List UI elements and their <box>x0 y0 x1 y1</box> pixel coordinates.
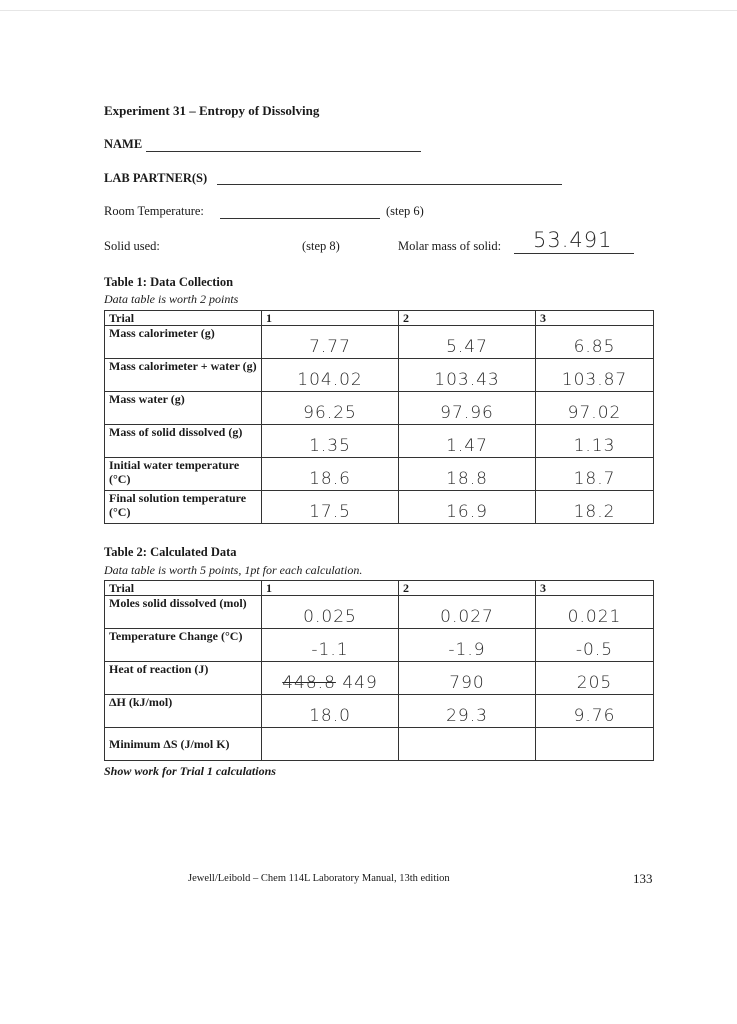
value-cell[interactable]: -0.5 <box>536 629 654 662</box>
value-cell[interactable]: 1.47 <box>399 425 536 458</box>
row-label: Moles solid dissolved (mol) <box>105 596 262 629</box>
show-work-instruction: Show work for Trial 1 calculations <box>104 764 276 778</box>
lab-partner-field[interactable] <box>217 184 562 185</box>
molar-mass-value: 53.491 <box>533 228 613 252</box>
table-row <box>105 491 654 524</box>
row-label: Mass calorimeter + water (g) <box>105 359 262 392</box>
value-cell[interactable]: 18.7 <box>536 458 654 491</box>
value-cell[interactable]: 18.6 <box>262 458 399 491</box>
solid-used-step: (step 8) <box>302 239 340 253</box>
value-cell[interactable]: 205 <box>536 662 654 695</box>
table1-note: Data table is worth 2 points <box>104 292 239 306</box>
name-label: NAME <box>104 137 143 151</box>
header-cell: Trial <box>105 311 262 326</box>
row-label: ΔH (kJ/mol) <box>105 695 262 728</box>
name-field[interactable] <box>146 151 421 152</box>
page-number: 133 <box>633 871 653 886</box>
value-cell[interactable]: 96.25 <box>262 392 399 425</box>
lab-partner-label: LAB PARTNER(S) <box>104 171 208 185</box>
value-cell[interactable] <box>262 728 399 761</box>
table-header-row <box>105 311 654 326</box>
value-cell[interactable]: -1.1 <box>262 629 399 662</box>
header-cell: 3 <box>536 581 654 596</box>
value-cell[interactable]: 17.5 <box>262 491 399 524</box>
value-cell[interactable]: 29.3 <box>399 695 536 728</box>
row-label: Heat of reaction (J) <box>105 662 262 695</box>
table-row <box>105 326 654 359</box>
value-cell[interactable]: 16.9 <box>399 491 536 524</box>
table2-note: Data table is worth 5 points, 1pt for each calculation. <box>104 563 363 577</box>
row-label: Mass calorimeter (g) <box>105 326 262 359</box>
room-temperature-step: (step 6) <box>386 204 424 218</box>
document-title: Experiment 31 – Entropy of Dissolving <box>104 103 320 118</box>
corrected-value: 449 <box>342 673 378 693</box>
header-cell: 3 <box>536 311 654 326</box>
solid-used-label: Solid used: <box>104 239 160 253</box>
table-row <box>105 596 654 629</box>
value-cell[interactable] <box>262 662 399 695</box>
molar-mass-label: Molar mass of solid: <box>398 239 502 253</box>
page-top-edge <box>0 10 737 11</box>
header-cell: 1 <box>262 581 399 596</box>
footer-citation: Jewell/Leibold – Chem 114L Laboratory Manual, 13th edition <box>188 873 450 884</box>
value-cell[interactable]: 790 <box>399 662 536 695</box>
value-cell[interactable] <box>536 728 654 761</box>
value-cell[interactable] <box>399 728 536 761</box>
struck-value: 448.8 <box>282 673 336 693</box>
table-row <box>105 392 654 425</box>
table-header-row <box>105 581 654 596</box>
data-collection-table <box>104 310 654 524</box>
table-row <box>105 695 654 728</box>
value-cell[interactable]: 103.43 <box>399 359 536 392</box>
value-cell[interactable]: 0.025 <box>262 596 399 629</box>
value-cell[interactable]: 1.13 <box>536 425 654 458</box>
value-cell[interactable]: 9.76 <box>536 695 654 728</box>
value-cell[interactable]: 0.027 <box>399 596 536 629</box>
table-row <box>105 728 654 761</box>
molar-mass-field[interactable] <box>514 253 634 254</box>
row-label: Initial water temperature (°C) <box>105 458 262 491</box>
table-row <box>105 629 654 662</box>
header-cell: 1 <box>262 311 399 326</box>
table2-caption: Table 2: Calculated Data <box>104 545 237 559</box>
table-row <box>105 458 654 491</box>
value-cell[interactable]: 104.02 <box>262 359 399 392</box>
value-cell[interactable]: 1.35 <box>262 425 399 458</box>
value-cell[interactable]: 103.87 <box>536 359 654 392</box>
row-label: Mass of solid dissolved (g) <box>105 425 262 458</box>
value-cell[interactable]: -1.9 <box>399 629 536 662</box>
row-label: Final solution temperature (°C) <box>105 491 262 524</box>
row-label: Mass water (g) <box>105 392 262 425</box>
room-temperature-field[interactable] <box>220 218 380 219</box>
value-cell[interactable]: 18.2 <box>536 491 654 524</box>
header-cell: Trial <box>105 581 262 596</box>
value-cell[interactable]: 18.0 <box>262 695 399 728</box>
value-cell[interactable]: 18.8 <box>399 458 536 491</box>
room-temperature-label: Room Temperature: <box>104 204 204 218</box>
table1-caption: Table 1: Data Collection <box>104 275 234 289</box>
header-cell: 2 <box>399 311 536 326</box>
value-cell[interactable]: 6.85 <box>536 326 654 359</box>
value-cell[interactable]: 0.021 <box>536 596 654 629</box>
row-label: Temperature Change (°C) <box>105 629 262 662</box>
value-cell[interactable]: 7.77 <box>262 326 399 359</box>
calculated-data-table <box>104 580 654 761</box>
table-row <box>105 425 654 458</box>
value-cell[interactable]: 97.02 <box>536 392 654 425</box>
table-row <box>105 359 654 392</box>
value-cell[interactable]: 5.47 <box>399 326 536 359</box>
value-cell[interactable]: 97.96 <box>399 392 536 425</box>
table-row <box>105 662 654 695</box>
row-label: Minimum ΔS (J/mol K) <box>105 728 262 761</box>
header-cell: 2 <box>399 581 536 596</box>
